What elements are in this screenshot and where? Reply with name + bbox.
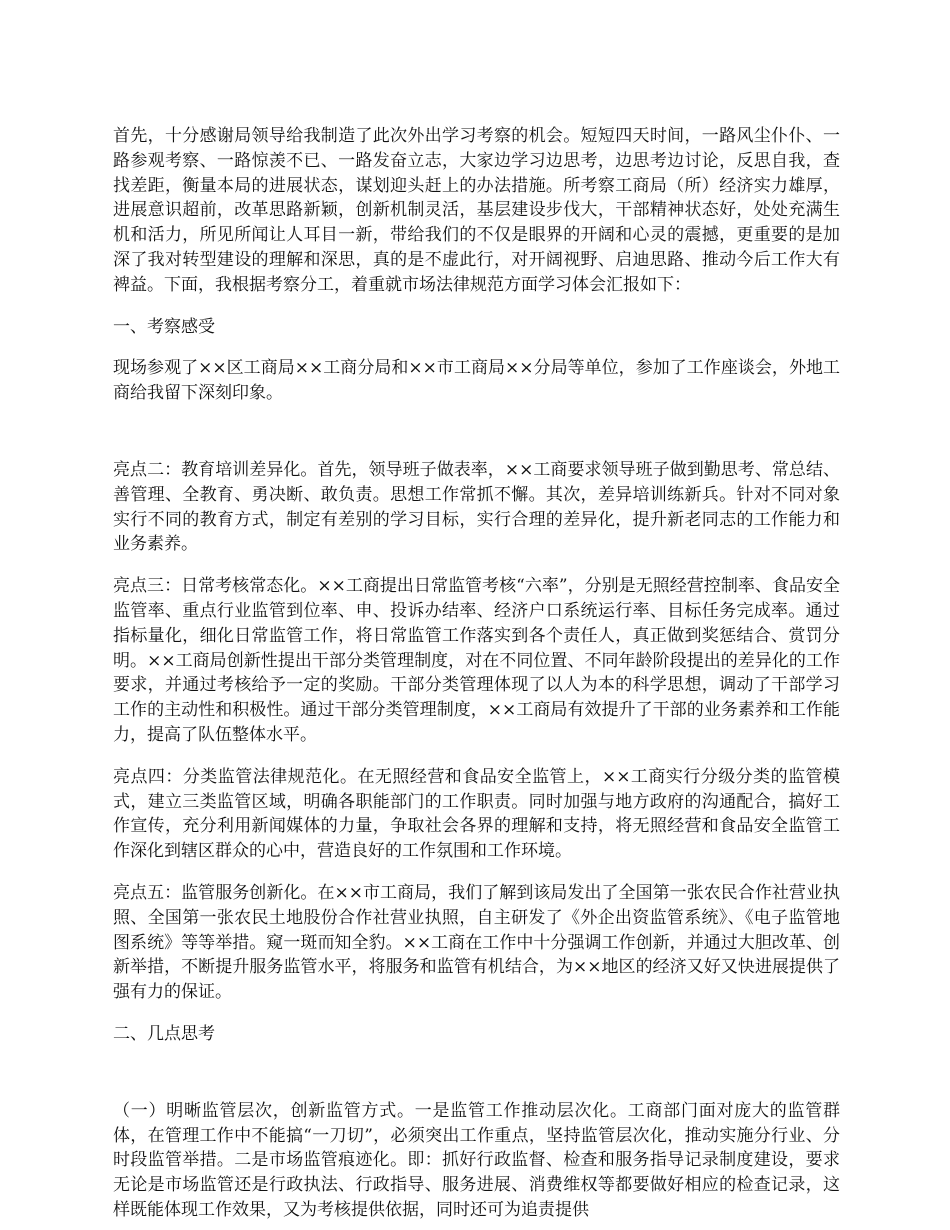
document-body: [113, 124, 840, 1223]
thought-one-paragraph: （一）明晰监管层次，创新监管方式。一是监管工作推动层次化。工商部门面对庞大的监管群体，在管理工作中不能搞“一刀切”，必须突出工作重点，坚持监管层次化，推动实施分行业、分时段监管举措。二是市场监管痕迹化。即：抓好行政监督、检查和服务指导记录制度建设，要求无论是市场监管还是行政执法、行政指导、服务进展、消费维权等都要做好相应的检查记录，这样既能体现工作效果，又为考核提供依据，同时还可为追责提供: [113, 1100, 840, 1220]
visit-paragraph: 现场参观了××区工商局××工商分局和××市工商局××分局等单位，参加了工作座谈会，外地工商给我留下深刻印象。: [113, 358, 840, 404]
highlight-four-paragraph: 亮点四：分类监管法律规范化。在无照经营和食品安全监管上，××工商实行分级分类的监管模式，建立三类监管区域，明确各职能部门的工作职责。同时加强与地方政府的沟通配合，搞好工作宣传，充分利用新闻媒体的力量，争取社会各界的理解和支持，将无照经营和食品安全监管工作深化到辖区群众的心中，营造良好的工作氛围和工作环境。: [113, 766, 840, 862]
section-heading-impressions: 一、考察感受: [113, 316, 215, 337]
highlight-five-paragraph: 亮点五：监管服务创新化。在××市工商局，我们了解到该局发出了全国第一张农民合作社营业执照、全国第一张农民土地股份合作社营业执照，自主研发了《外企出资监管系统》、《电子监管地图系统》等等举措。窥一斑而知全豹。××工商在工作中十分强调工作创新，并通过大胆改革、创新举措，不断提升服务监管水平，将服务和监管有机结合，为××地区的经济又好又快进展提供了强有力的保证。: [113, 882, 840, 1003]
highlight-two-paragraph: 亮点二：教育培训差异化。首先，领导班子做表率，××工商要求领导班子做到勤思考、常总结、善管理、全教育、勇决断、敢负责。思想工作常抓不懈。其次，差异培训练新兵。针对不同对象实行不同的教育方式，制定有差别的学习目标，实行合理的差异化，提升新老同志的工作能力和业务素养。: [113, 459, 840, 555]
section-heading-thoughts: 二、几点思考: [113, 1023, 215, 1044]
highlight-three-paragraph: 亮点三：日常考核常态化。××工商提出日常监管考核“六率”，分别是无照经营控制率、食品安全监管率、重点行业监管到位率、申、投诉办结率、经济户口系统运行率、目标任务完成率。通过指标量化，细化日常监管工作，将日常监管工作落实到各个责任人，真正做到奖惩结合、赏罚分明。××工商局创新性提出干部分类管理制度，对在不同位置、不同年龄阶段提出的差异化的工作要求，并通过考核给予一定的奖励。干部分类管理体现了以人为本的科学思想，调动了干部学习工作的主动性和积极性。通过干部分类管理制度，××工商局有效提升了干部的业务素养和工作能力，提高了队伍整体水平。: [113, 576, 840, 745]
intro-paragraph: 首先，十分感谢局领导给我制造了此次外出学习考察的机会。短短四天时间，一路风尘仆仆、一路参观考察、一路惊羡不已、一路发奋立志，大家边学习边思考，边思考边讨论，反思自我，查找差距，衡量本局的进展状态，谋划迎头赶上的办法措施。所考察工商局（所）经济实力雄厚，进展意识超前，改革思路新颖，创新机制灵活，基层建设步伐大，干部精神状态好，处处充满生机和活力，所见所闻让人耳目一新，带给我们的不仅是眼界的开阔和心灵的震撼，更重要的是加深了我对转型建设的理解和深思，真的是不虚此行，对开阔视野、启迪思路、推动今后工作大有裨益。下面，我根据考察分工，着重就市场法律规范方面学习体会汇报如下：: [113, 126, 840, 295]
